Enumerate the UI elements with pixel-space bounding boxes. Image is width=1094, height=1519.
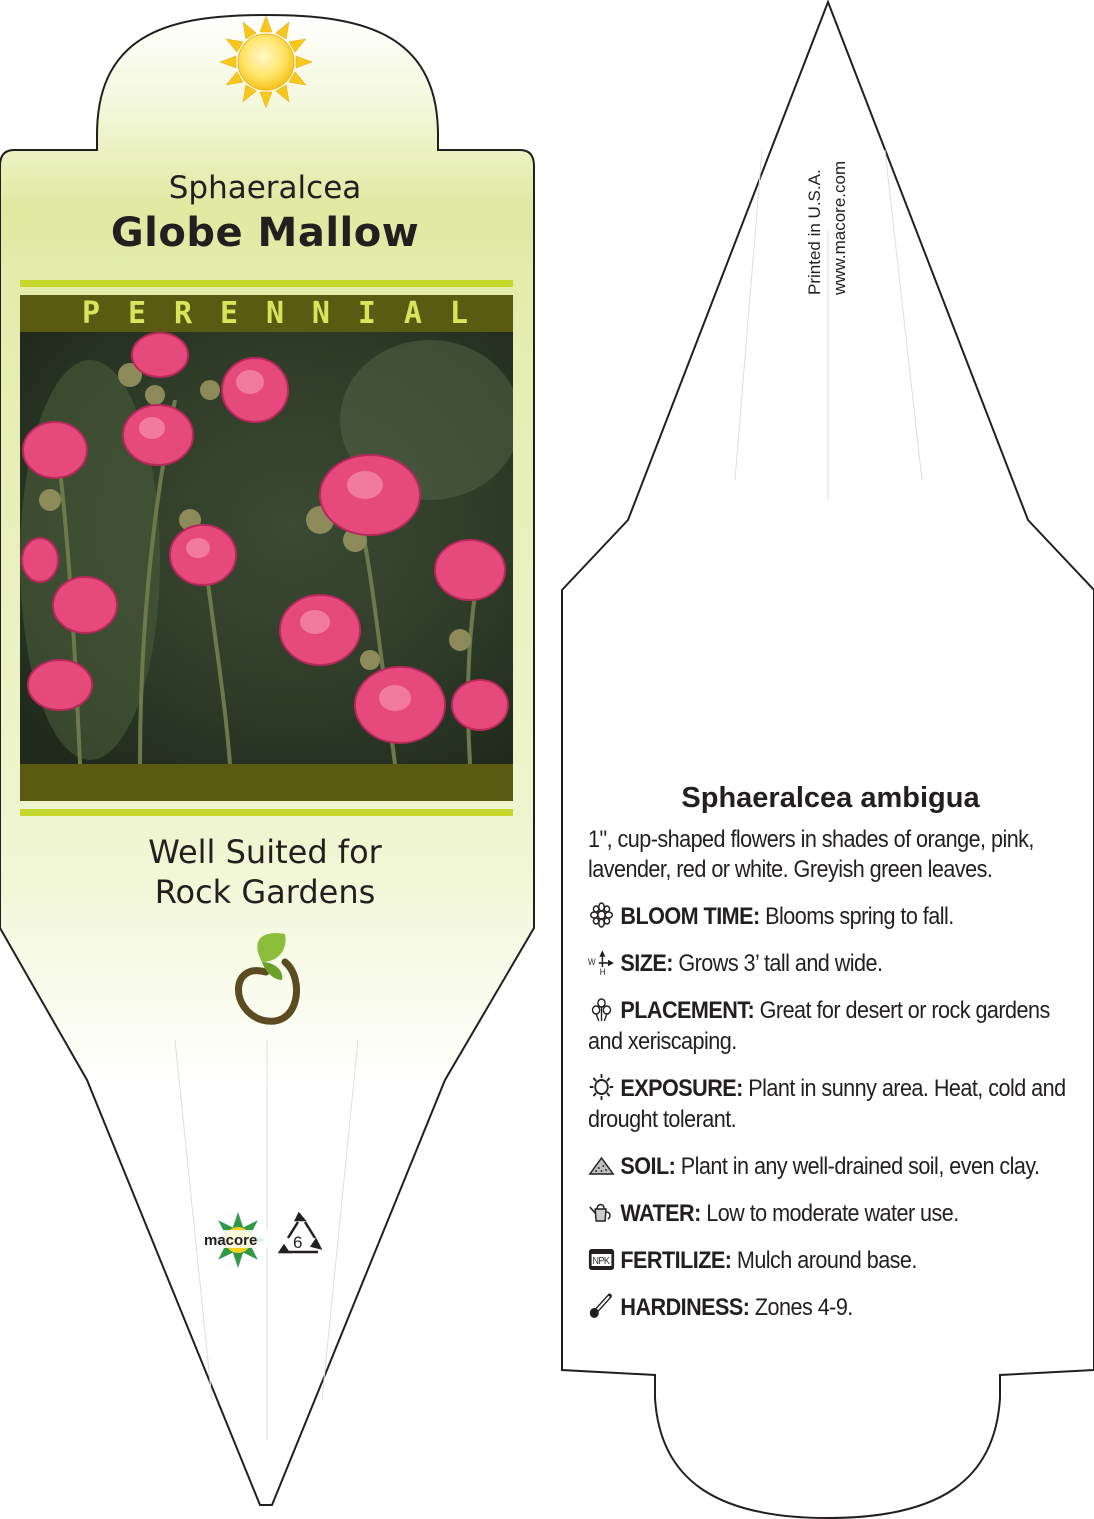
flower-icon — [588, 902, 615, 926]
category-label — [20, 295, 510, 332]
recycle-code: 6 — [293, 1233, 303, 1252]
attribute-label: WATER: — [620, 1200, 701, 1227]
category-letter: A — [403, 296, 422, 331]
attribute-soil — [588, 1151, 1074, 1182]
exposure-sun-icon — [588, 1074, 615, 1098]
category-letter: L — [449, 296, 468, 331]
category-letter: R — [173, 296, 193, 331]
category-letter: N — [311, 296, 330, 331]
category-letter: N — [265, 296, 284, 331]
tagline-line-2: Rock Gardens — [154, 873, 376, 911]
npk-icon — [588, 1246, 615, 1270]
size-icon — [588, 949, 615, 973]
attribute-water — [588, 1198, 1074, 1229]
attribute-label: EXPOSURE: — [620, 1075, 743, 1102]
attribute-placement — [588, 995, 1074, 1057]
category-letter: P — [82, 296, 101, 331]
attribute-text: Mulch around base. — [736, 1247, 917, 1274]
attribute-text: Low to moderate water use. — [706, 1200, 959, 1227]
description: 1", cup-shaped flowers in shades of orange, pink, lavender, red or white. Greyish green leaves. — [588, 826, 1034, 883]
attribute-label: HARDINESS: — [620, 1294, 750, 1321]
attribute-text: Grows 3’ tall and wide. — [678, 950, 883, 977]
size-icon-w: W — [588, 956, 596, 968]
attribute-label: BLOOM TIME: — [620, 903, 760, 930]
thermometer-icon — [588, 1293, 615, 1317]
attribute-label: PLACEMENT: — [620, 997, 755, 1024]
brand-logo-text: macore — [204, 1232, 258, 1249]
genus-name: Sphaeralcea — [168, 170, 362, 206]
size-icon-h: H — [599, 966, 606, 975]
attribute-size — [588, 948, 1074, 979]
common-name: Globe Mallow — [110, 210, 420, 256]
soil-icon — [588, 1152, 615, 1176]
category-letter: E — [219, 296, 239, 331]
attribute-text: Plant in sunny area. Heat, cold and drought tolerant. — [588, 1075, 1066, 1133]
tagline — [20, 832, 510, 912]
attribute-text: Plant in any well-drained soil, even clay. — [680, 1153, 1040, 1180]
website: www.macore.com — [830, 160, 849, 295]
attribute-fertilize — [588, 1245, 1074, 1276]
print-info — [800, 70, 860, 295]
category-letter: I — [357, 296, 376, 331]
attribute-label: FERTILIZE: — [620, 1247, 732, 1274]
attribute-text: Great for desert or rock gardens and xeriscaping. — [588, 997, 1050, 1055]
attribute-bloom-time — [588, 901, 1074, 932]
care-info — [588, 782, 1073, 1323]
printed-in: Printed in U.S.A. — [805, 169, 824, 295]
attribute-label: SOIL: — [620, 1153, 676, 1180]
placement-icon — [588, 996, 615, 1020]
plant-photo — [20, 332, 520, 764]
botanical-name: Sphaeralcea ambigua — [681, 782, 980, 814]
npk-icon-text: NPK — [592, 1255, 610, 1268]
tagline-line-1: Well Suited for — [148, 833, 382, 871]
attribute-hardiness — [588, 1292, 1074, 1323]
category-letter: E — [127, 296, 147, 331]
attribute-exposure — [588, 1073, 1074, 1135]
attribute-label: SIZE: — [620, 950, 673, 977]
attribute-text: Zones 4-9. — [754, 1294, 853, 1321]
attribute-text: Blooms spring to fall. — [765, 903, 954, 930]
watering-can-icon — [588, 1199, 615, 1223]
